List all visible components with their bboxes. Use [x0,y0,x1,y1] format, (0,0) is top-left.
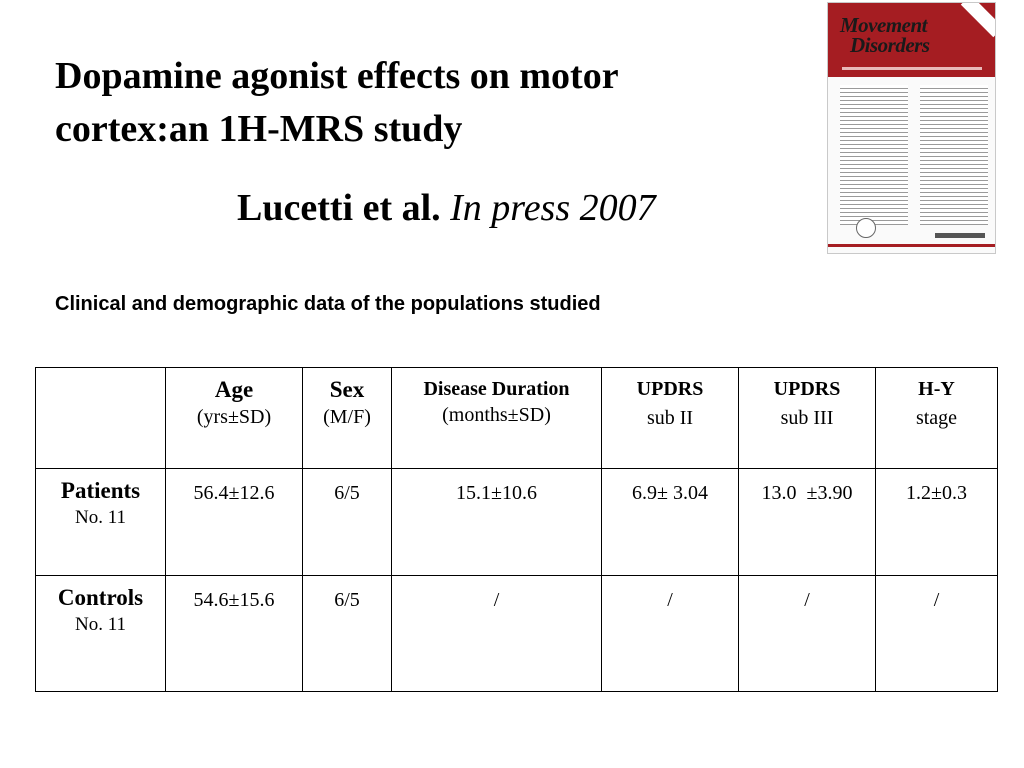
header-sublabel: sub III [780,407,834,429]
cell-sex: 6/5 [303,576,392,692]
cover-tagline [842,67,982,70]
header-label: Disease Duration [423,378,570,400]
cell-age: 56.4±12.6 [166,469,303,576]
table-row-controls [36,576,998,692]
header-corner-cell [36,368,166,469]
cell-updrs-sub3: 13.0 ±3.90 [739,469,876,576]
row-label-cell [36,469,166,576]
header-disease-duration [392,368,602,469]
journal-cover-image [827,2,996,254]
cell-disease-duration: 15.1±10.6 [392,469,602,576]
cell-updrs-sub3: / [739,576,876,692]
citation [237,186,656,230]
cover-emblem-icon [856,218,876,238]
row-sublabel: No. 11 [74,507,127,528]
table-caption: Clinical and demographic data of the populations studied [55,293,601,315]
header-label: UPDRS [773,378,841,400]
header-sublabel: stage [915,407,958,429]
header-sublabel: (M/F) [323,406,371,428]
header-sublabel: sub II [646,407,694,429]
header-age [166,368,303,469]
cell-disease-duration: / [392,576,602,692]
cell-hy-stage: / [876,576,998,692]
header-label: Sex [329,377,365,402]
citation-publication: In press 2007 [450,187,656,229]
cover-contents-column [920,85,988,225]
header-updrs-sub3 [739,368,876,469]
header-sex [303,368,392,469]
cell-age: 54.6±15.6 [166,576,303,692]
cell-sex: 6/5 [303,469,392,576]
citation-authors: Lucetti et al. [237,187,441,229]
slide-title: Dopamine agonist effects on motor cortex:an 1H-MRS study [55,55,618,150]
table-header-row [36,368,998,469]
header-hy-stage [876,368,998,469]
journal-logo-line1: Movement [840,13,927,37]
header-sublabel: (months±SD) [442,404,551,426]
cover-publisher-mark [935,233,985,238]
cover-footer-line [828,244,995,247]
header-sublabel: (yrs±SD) [196,406,272,428]
row-sublabel: No. 11 [74,614,127,635]
header-label: Age [214,377,254,402]
table-row-patients [36,469,998,576]
demographics-table [35,367,998,692]
row-label: Patients [60,478,141,503]
journal-logo-line2: Disorders [850,33,930,57]
cell-updrs-sub2: / [602,576,739,692]
row-label-cell [36,576,166,692]
journal-logo [840,15,930,55]
cell-hy-stage: 1.2±0.3 [876,469,998,576]
cover-contents [840,85,988,225]
cell-updrs-sub2: 6.9± 3.04 [602,469,739,576]
row-label: Controls [57,585,144,610]
header-updrs-sub2 [602,368,739,469]
header-label: H-Y [918,378,955,400]
header-label: UPDRS [636,378,704,400]
cover-contents-column [840,85,908,225]
